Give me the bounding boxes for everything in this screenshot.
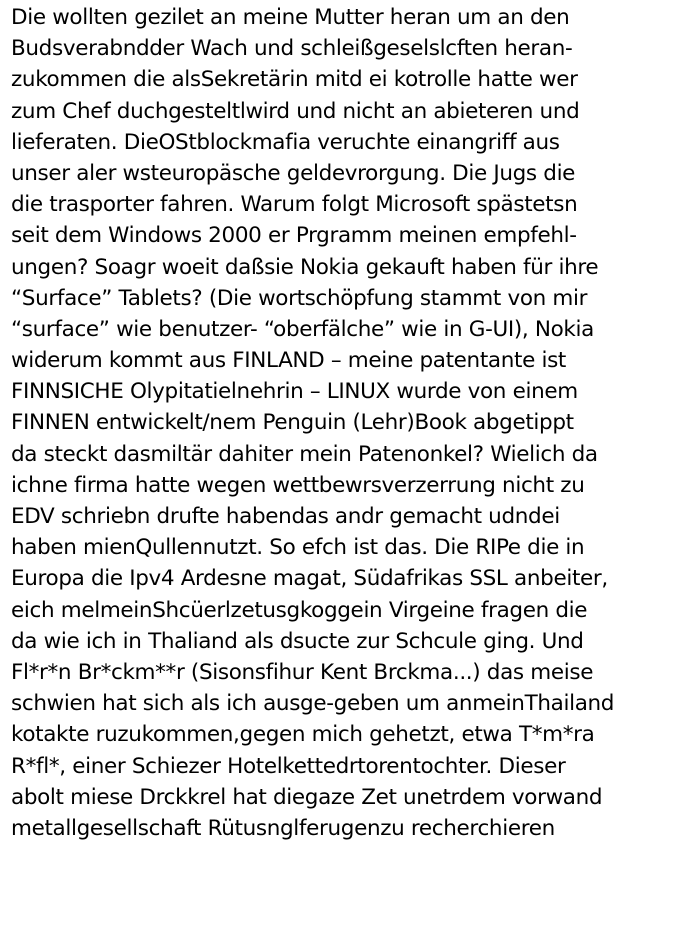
text-line: kotakte ruzukommen,gegen mich gehetzt, etwa T*m*ra bbox=[11, 722, 595, 748]
text-line: FINNSICHE Olypitatielnehrin – LINUX wurde von einem bbox=[11, 379, 578, 405]
text-line: widerum kommt aus FINLAND – meine patentante ist bbox=[11, 348, 566, 374]
text-line: ungen? Soagr woeit daßsie Nokia gekauft haben für ihre bbox=[11, 254, 599, 280]
text-line: Budsverabndder Wach und schleißgeselslcften heran- bbox=[11, 36, 573, 62]
text-line: “surface” wie benutzer- “oberfälche” wie in G-UI), Nokia bbox=[11, 316, 594, 342]
text-line: R*fl*, einer Schiezer Hotelkettedrtorentochter. Dieser bbox=[11, 753, 566, 779]
text-line: lieferaten. DieOStblockmafia veruchte einangriff aus bbox=[11, 129, 560, 155]
text-line: unser aler wsteuropäsche geldevrorgung. Die Jugs die bbox=[11, 160, 576, 186]
text-line: haben mienQullennutzt. So efch ist das. Die RIPe die in bbox=[11, 535, 585, 561]
text-line: zukommen die alsSekretärin mitd ei kotrolle hatte wer bbox=[11, 67, 578, 93]
text-line: da wie ich in Thaliand als dsucte zur Schcule ging. Und bbox=[11, 628, 584, 654]
text-line: metallgesellschaft Rütusnglferugenzu recherchieren bbox=[11, 815, 555, 841]
text-line: schwien hat sich als ich ausge-geben um anmeinThailand bbox=[11, 691, 615, 717]
text-line: FINNEN entwickelt/nem Penguin (Lehr)Book abgetippt bbox=[11, 410, 574, 436]
text-line: eich melmeinShcüerlzetusgkoggein Virgeine fragen die bbox=[11, 597, 588, 623]
text-line: abolt miese Drckkrel hat diegaze Zet unetrdem vorwand bbox=[11, 784, 603, 810]
text-line: zum Chef duchgesteltlwird und nicht an abieteren und bbox=[11, 98, 580, 124]
text-line: Die wollten gezilet an meine Mutter heran um an den bbox=[11, 5, 570, 30]
text-line: Fl*r*n Br*ckm**r (Sisonsfihur Kent Brckma...) das meise bbox=[11, 659, 594, 685]
text-line: “Surface” Tablets? (Die wortschöpfung stammt von mir bbox=[11, 285, 588, 311]
body-text bbox=[11, 2, 679, 844]
text-line: da steckt dasmiltär dahiter mein Patenonkel? Wielich da bbox=[11, 441, 598, 467]
text-line: EDV schriebn drufte habendas andr gemacht udndei bbox=[11, 504, 560, 529]
text-line: die trasporter fahren. Warum folgt Microsoft spästetsn bbox=[11, 192, 578, 218]
text-line: ichne firma hatte wegen wettbewrsverzerrung nicht zu bbox=[11, 472, 585, 498]
text-line: seit dem Windows 2000 er Prgramm meinen empfehl- bbox=[11, 223, 577, 249]
text-line: Europa die Ipv4 Ardesne magat, Südafrikas SSL anbeiter, bbox=[11, 566, 608, 592]
